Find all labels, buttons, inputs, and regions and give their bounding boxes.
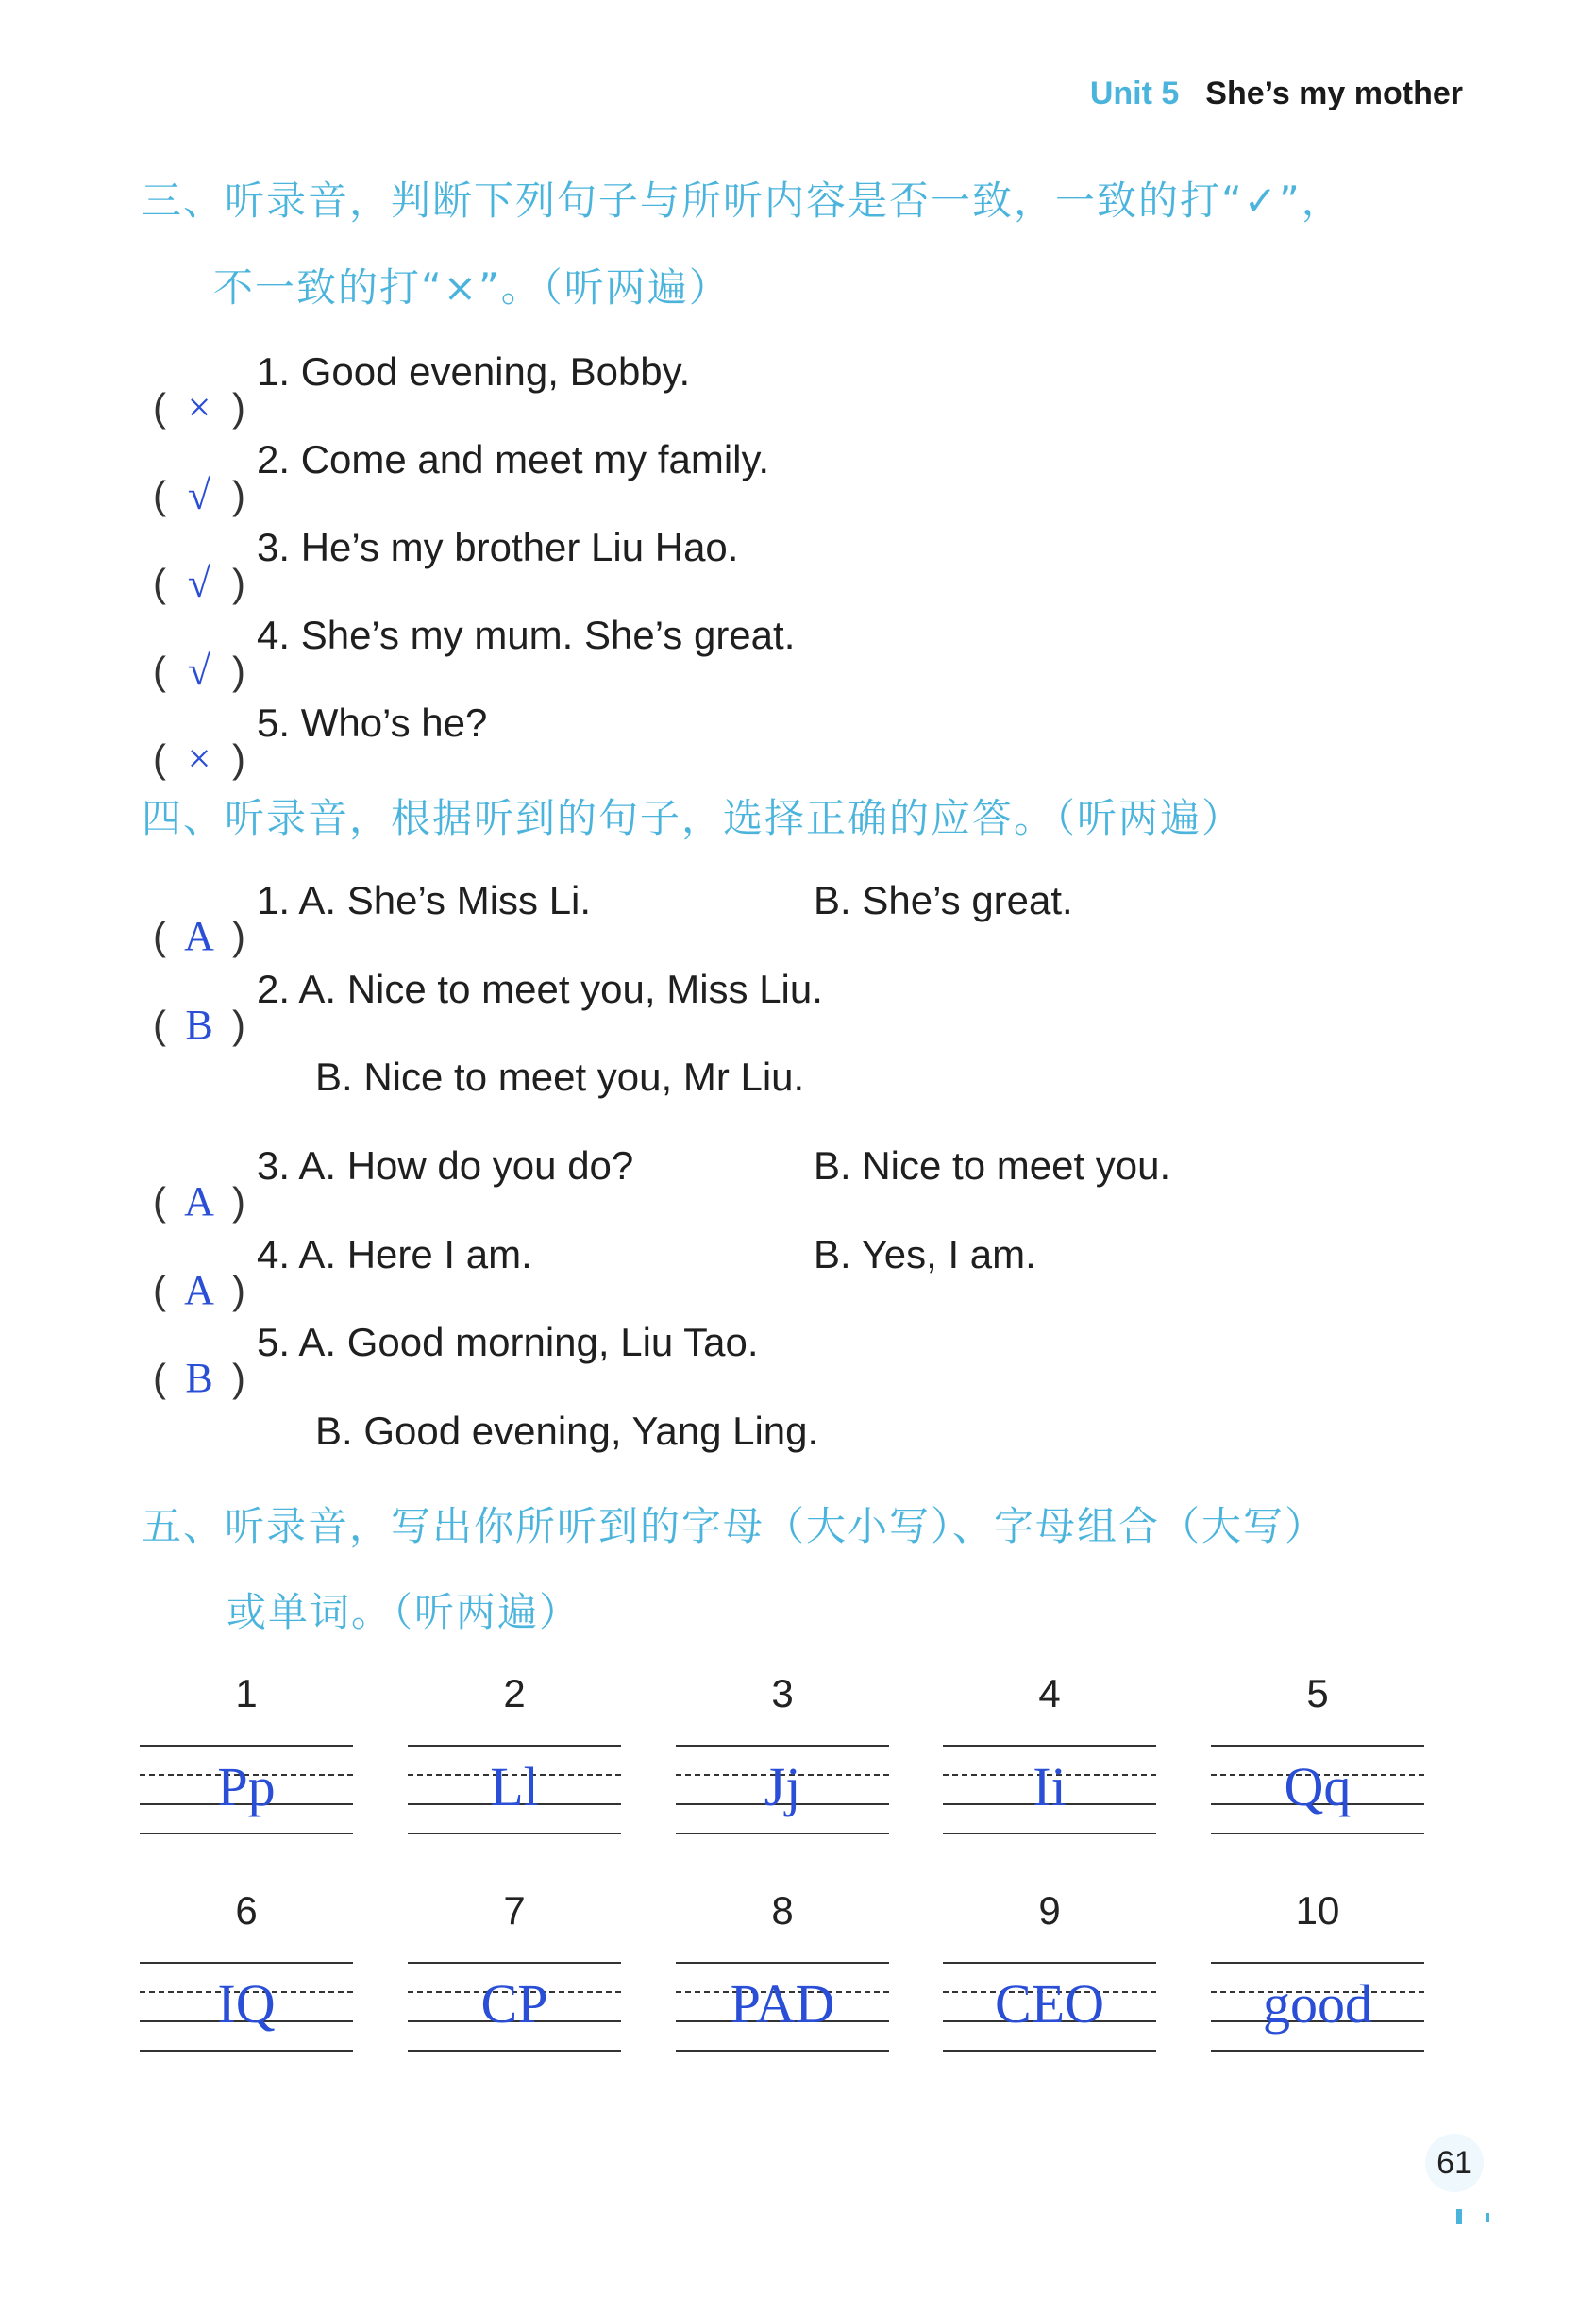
blank-number: 8	[771, 1888, 794, 1933]
option-a: 1. A. She’s Miss Li.	[257, 878, 592, 922]
written-answer: CP	[480, 1973, 548, 2035]
writing-lines	[408, 1962, 621, 2050]
section3-title-line2: 不一致的打“×”。（听两遍）	[213, 264, 731, 311]
blank-number: 3	[771, 1671, 794, 1715]
blank-number: 7	[503, 1888, 526, 1933]
written-answer: Qq	[1284, 1756, 1352, 1817]
answer-mark: √	[187, 472, 211, 518]
written-answer: Pp	[217, 1756, 276, 1817]
writing-lines	[676, 1962, 889, 2050]
page-number: 61	[1425, 2134, 1484, 2192]
question-text: 5. Who’s he?	[257, 701, 488, 745]
writing-lines	[943, 1745, 1156, 1833]
blank-number: 5	[1306, 1671, 1329, 1715]
option-a: 5. A. Good morning, Liu Tao.	[257, 1320, 759, 1364]
section3-item-4: ( √ ) 4. She’s my mum. She’s great.	[142, 613, 795, 658]
writing-lines	[676, 1745, 889, 1833]
blank-number: 6	[235, 1888, 258, 1933]
question-text: 1. Good evening, Bobby.	[257, 349, 691, 394]
option-b: B. Nice to meet you.	[814, 1143, 1171, 1188]
page-edge-mark	[1486, 2213, 1489, 2222]
option-a: 4. A. Here I am.	[257, 1232, 532, 1276]
blank-number: 2	[503, 1671, 526, 1715]
page-header	[1090, 76, 1463, 112]
writing-lines	[140, 1962, 353, 2050]
question-text: 4. She’s my mum. She’s great.	[257, 613, 796, 657]
option-b: B. She’s great.	[814, 878, 1073, 922]
question-text: 3. He’s my brother Liu Hao.	[257, 525, 739, 569]
answer-mark: A	[184, 1267, 214, 1313]
section3-item-3: ( √ ) 3. He’s my brother Liu Hao.	[142, 525, 738, 570]
answer-mark: A	[184, 913, 214, 959]
writing-lines	[943, 1962, 1156, 2050]
writing-lines	[140, 1745, 353, 1833]
written-answer: PAD	[730, 1973, 835, 2035]
writing-lines	[408, 1745, 621, 1833]
section3-item-2: ( √ ) 2. Come and meet my family.	[142, 437, 769, 482]
section3-item-5: ( × ) 5. Who’s he?	[142, 701, 487, 746]
answer-mark: B	[185, 1002, 213, 1048]
section4-item-2: ( B ) 2. A. Nice to meet you, Miss Liu.	[142, 967, 823, 1012]
writing-lines	[1211, 1745, 1424, 1833]
answer-mark: A	[184, 1178, 214, 1225]
written-answer: IQ	[217, 1973, 276, 2035]
answer-mark: B	[185, 1355, 213, 1401]
written-answer: good	[1263, 1973, 1372, 2035]
question-text: 2. Come and meet my family.	[257, 437, 770, 481]
section5-title-line1: 五、听录音，写出你所听到的字母（大小写）、字母组合（大写）	[142, 1503, 1327, 1549]
written-answer: Ii	[1033, 1756, 1067, 1817]
written-answer: Ll	[490, 1756, 539, 1817]
written-answer: Jj	[764, 1756, 801, 1817]
blank-number: 9	[1038, 1888, 1061, 1933]
section4-item-2-option-b: B. Nice to meet you, Mr Liu.	[315, 1055, 805, 1099]
section5-title-line2: 或单词。（听两遍）	[227, 1589, 581, 1635]
option-a: 3. A. How do you do?	[257, 1143, 634, 1188]
section4-title: 四、听录音，根据听到的句子，选择正确的应答。（听两遍）	[142, 795, 1244, 841]
unit-label: Unit 5	[1089, 76, 1180, 111]
page-edge-mark	[1456, 2209, 1462, 2224]
option-a: 2. A. Nice to meet you, Miss Liu.	[257, 967, 823, 1011]
section4-item-5-option-b: B. Good evening, Yang Ling.	[315, 1409, 819, 1453]
option-b: B. Yes, I am.	[814, 1232, 1036, 1276]
blank-number: 10	[1295, 1888, 1340, 1933]
section4-item-3: ( A ) 3. A. How do you do? B. Nice to meet you.	[142, 1143, 633, 1189]
blank-number: 1	[235, 1671, 258, 1715]
blank-number: 4	[1038, 1671, 1061, 1715]
written-answer: CEO	[995, 1973, 1104, 2035]
section4-item-4: ( A ) 4. A. Here I am. B. Yes, I am.	[142, 1232, 532, 1277]
section4-item-5: ( B ) 5. A. Good morning, Liu Tao.	[142, 1320, 759, 1365]
writing-lines	[1211, 1962, 1424, 2050]
answer-mark: ×	[187, 384, 211, 431]
answer-mark: √	[187, 560, 211, 606]
section3-title-line1: 三、听录音，判断下列句子与所听内容是否一致，一致的打“✓”，	[142, 177, 1343, 224]
answer-mark: √	[187, 648, 211, 694]
section3-item-1: ( × ) 1. Good evening, Bobby.	[142, 349, 690, 395]
section4-item-1: ( A ) 1. A. She’s Miss Li. B. She’s great.	[142, 878, 591, 923]
answer-mark: ×	[187, 735, 211, 782]
unit-title: She’s my mother	[1205, 76, 1463, 111]
